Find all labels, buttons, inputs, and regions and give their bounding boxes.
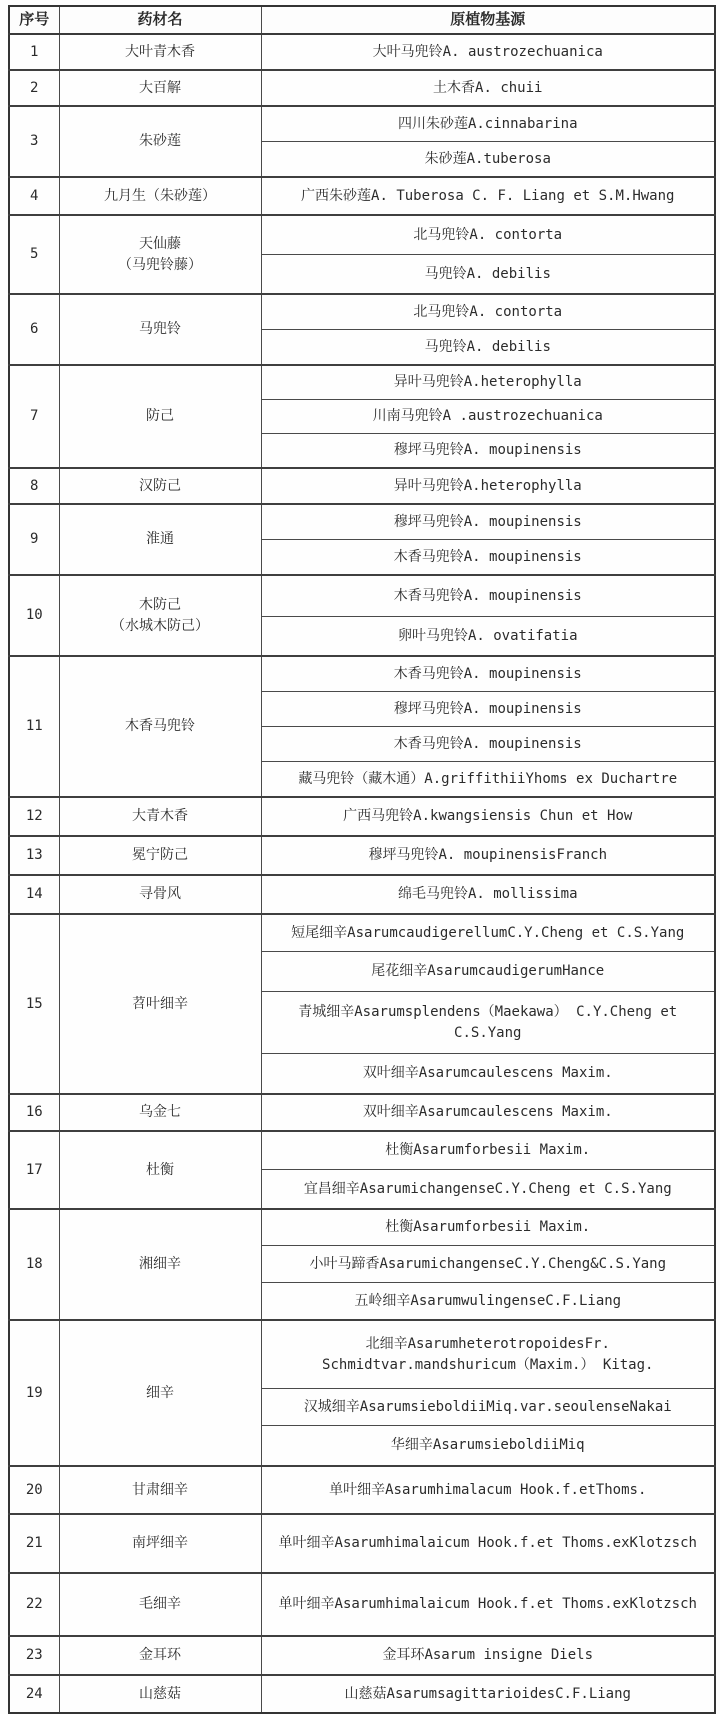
herb-name-cell: 马兜铃 — [59, 294, 261, 365]
table-row — [9, 914, 715, 952]
herb-name-cell: 朱砂莲 — [59, 106, 261, 177]
table-row — [9, 1675, 715, 1713]
table-row — [9, 294, 715, 330]
herb-name-cell: 寻骨风 — [59, 875, 261, 914]
row-number-cell: 24 — [9, 1675, 59, 1713]
source-cell: 尾花细辛AsarumcaudigerumHance — [261, 952, 715, 992]
row-number-cell: 7 — [9, 365, 59, 468]
herb-name-cell: 甘肃细辛 — [59, 1466, 261, 1514]
source-cell: 双叶细辛Asarumcaulescens Maxim. — [261, 1054, 715, 1095]
row-number-cell: 8 — [9, 468, 59, 504]
source-cell: 北细辛AsarumheterotropoidesFr. Schmidtvar.mandshuricum（Maxim.） Kitag. — [261, 1320, 715, 1389]
source-cell: 木香马兜铃A. moupinensis — [261, 727, 715, 762]
row-number-cell: 20 — [9, 1466, 59, 1514]
row-number-cell: 5 — [9, 215, 59, 294]
table-row — [9, 365, 715, 400]
herb-name-cell: 九月生（朱砂莲） — [59, 177, 261, 215]
source-cell: 穆坪马兜铃A. moupinensisFranch — [261, 836, 715, 875]
header-row — [9, 6, 715, 34]
herb-name-cell — [59, 575, 261, 656]
herb-name-cell: 防己 — [59, 365, 261, 468]
herb-name-cell: 大叶青木香 — [59, 34, 261, 70]
herb-name-cell: 南坪细辛 — [59, 1514, 261, 1573]
source-cell: 广西朱砂莲A. Tuberosa C. F. Liang et S.M.Hwang — [261, 177, 715, 215]
row-number-cell: 11 — [9, 656, 59, 797]
source-cell: 华细辛AsarumsieboldiiMiq — [261, 1426, 715, 1467]
table-row — [9, 1131, 715, 1170]
source-cell: 异叶马兜铃A.heterophylla — [261, 365, 715, 400]
table-row — [9, 836, 715, 875]
row-number-cell: 1 — [9, 34, 59, 70]
row-number-cell: 19 — [9, 1320, 59, 1466]
herb-name-alias: （水城木防己） — [111, 617, 209, 634]
table-row — [9, 875, 715, 914]
source-cell: 北马兜铃A. contorta — [261, 294, 715, 330]
row-number-cell: 17 — [9, 1131, 59, 1209]
herb-name-cell: 杜衡 — [59, 1131, 261, 1209]
herb-name-cell: 苕叶细辛 — [59, 914, 261, 1094]
table-row — [9, 34, 715, 70]
table-row — [9, 177, 715, 215]
source-cell: 五岭细辛AsarumwulingenseC.F.Liang — [261, 1283, 715, 1321]
source-cell: 北马兜铃A. contorta — [261, 215, 715, 255]
table-row — [9, 656, 715, 692]
source-cell: 木香马兜铃A. moupinensis — [261, 540, 715, 576]
herb-name-cell: 木香马兜铃 — [59, 656, 261, 797]
row-number-cell: 21 — [9, 1514, 59, 1573]
source-cell: 山慈菇AsarumsagittarioidesC.F.Liang — [261, 1675, 715, 1713]
row-number-cell: 9 — [9, 504, 59, 575]
table-row — [9, 1573, 715, 1636]
table-row — [9, 1094, 715, 1131]
herb-name-cell: 淮通 — [59, 504, 261, 575]
table-row — [9, 797, 715, 836]
source-cell: 短尾细辛AsarumcaudigerellumC.Y.Cheng et C.S.Yang — [261, 914, 715, 952]
source-cell: 青城细辛Asarumsplendens（Maekawa） C.Y.Cheng et C.S.Yang — [261, 992, 715, 1054]
table-row — [9, 1636, 715, 1675]
row-number-cell: 6 — [9, 294, 59, 365]
source-cell: 绵毛马兜铃A. mollissima — [261, 875, 715, 914]
source-cell: 木香马兜铃A. moupinensis — [261, 656, 715, 692]
herb-name-cell: 毛细辛 — [59, 1573, 261, 1636]
header-herb-name: 药材名 — [59, 6, 261, 34]
source-cell: 马兜铃A. debilis — [261, 255, 715, 295]
row-number-cell: 18 — [9, 1209, 59, 1320]
source-cell: 广西马兜铃A.kwangsiensis Chun et How — [261, 797, 715, 836]
row-number-cell: 16 — [9, 1094, 59, 1131]
source-cell: 单叶细辛Asarumhimalaicum Hook.f.et Thoms.exKlotzsch — [261, 1514, 715, 1573]
table-row — [9, 1466, 715, 1514]
row-number-cell: 15 — [9, 914, 59, 1094]
herb-name-cell: 细辛 — [59, 1320, 261, 1466]
row-number-cell: 2 — [9, 70, 59, 106]
source-cell: 穆坪马兜铃A. moupinensis — [261, 434, 715, 469]
header-serial-number: 序号 — [9, 6, 59, 34]
row-number-cell: 12 — [9, 797, 59, 836]
table-row — [9, 504, 715, 540]
source-cell: 土木香A. chuii — [261, 70, 715, 106]
herb-name-cell — [59, 215, 261, 294]
source-cell: 穆坪马兜铃A. moupinensis — [261, 692, 715, 727]
herb-name-lines — [64, 595, 257, 636]
table-row — [9, 106, 715, 142]
source-cell: 汉城细辛AsarumsieboldiiMiq.var.seoulenseNakai — [261, 1389, 715, 1426]
row-number-cell: 3 — [9, 106, 59, 177]
table-row — [9, 468, 715, 504]
source-cell: 藏马兜铃（藏木通）A.griffithiiYhoms ex Duchartre — [261, 762, 715, 798]
table-row — [9, 1209, 715, 1246]
row-number-cell: 10 — [9, 575, 59, 656]
table-header — [9, 6, 715, 34]
source-cell: 杜衡Asarumforbesii Maxim. — [261, 1209, 715, 1246]
source-cell: 木香马兜铃A. moupinensis — [261, 575, 715, 617]
header-plant-source: 原植物基源 — [261, 6, 715, 34]
source-cell: 金耳环Asarum insigne Diels — [261, 1636, 715, 1675]
source-cell: 马兜铃A. debilis — [261, 330, 715, 366]
herb-name-primary: 木防己 — [139, 597, 181, 614]
source-cell: 四川朱砂莲A.cinnabarina — [261, 106, 715, 142]
row-number-cell: 13 — [9, 836, 59, 875]
table-row — [9, 215, 715, 255]
row-number-cell: 14 — [9, 875, 59, 914]
source-cell: 穆坪马兜铃A. moupinensis — [261, 504, 715, 540]
herb-name-lines — [64, 234, 257, 275]
herb-name-cell: 乌金七 — [59, 1094, 261, 1131]
herb-name-alias: （马兜铃藤） — [118, 256, 202, 273]
source-cell: 杜衡Asarumforbesii Maxim. — [261, 1131, 715, 1170]
herb-name-primary: 天仙藤 — [139, 236, 181, 253]
source-cell: 大叶马兜铃A. austrozechuanica — [261, 34, 715, 70]
source-cell: 宜昌细辛AsarumichangenseC.Y.Cheng et C.S.Yang — [261, 1170, 715, 1210]
source-cell: 单叶细辛Asarumhimalacum Hook.f.etThoms. — [261, 1466, 715, 1514]
table-row — [9, 1514, 715, 1573]
herb-name-cell: 大青木香 — [59, 797, 261, 836]
source-cell: 异叶马兜铃A.heterophylla — [261, 468, 715, 504]
herb-name-cell: 大百解 — [59, 70, 261, 106]
herb-name-cell: 金耳环 — [59, 1636, 261, 1675]
row-number-cell: 23 — [9, 1636, 59, 1675]
table-row — [9, 70, 715, 106]
herb-name-cell: 山慈菇 — [59, 1675, 261, 1713]
table-row — [9, 575, 715, 617]
herb-source-table — [8, 5, 716, 1714]
source-cell: 朱砂莲A.tuberosa — [261, 142, 715, 178]
herb-name-cell: 汉防己 — [59, 468, 261, 504]
source-cell: 川南马兜铃A .austrozechuanica — [261, 400, 715, 434]
herb-name-cell: 冕宁防己 — [59, 836, 261, 875]
herb-name-cell: 湘细辛 — [59, 1209, 261, 1320]
source-cell: 卵叶马兜铃A. ovatifatia — [261, 617, 715, 657]
source-cell: 单叶细辛Asarumhimalaicum Hook.f.et Thoms.exKlotzsch — [261, 1573, 715, 1636]
row-number-cell: 22 — [9, 1573, 59, 1636]
table-row — [9, 1320, 715, 1389]
source-cell: 双叶细辛Asarumcaulescens Maxim. — [261, 1094, 715, 1131]
source-cell: 小叶马蹄香AsarumichangenseC.Y.Cheng&C.S.Yang — [261, 1246, 715, 1283]
herb-table-body — [9, 34, 715, 1713]
row-number-cell: 4 — [9, 177, 59, 215]
